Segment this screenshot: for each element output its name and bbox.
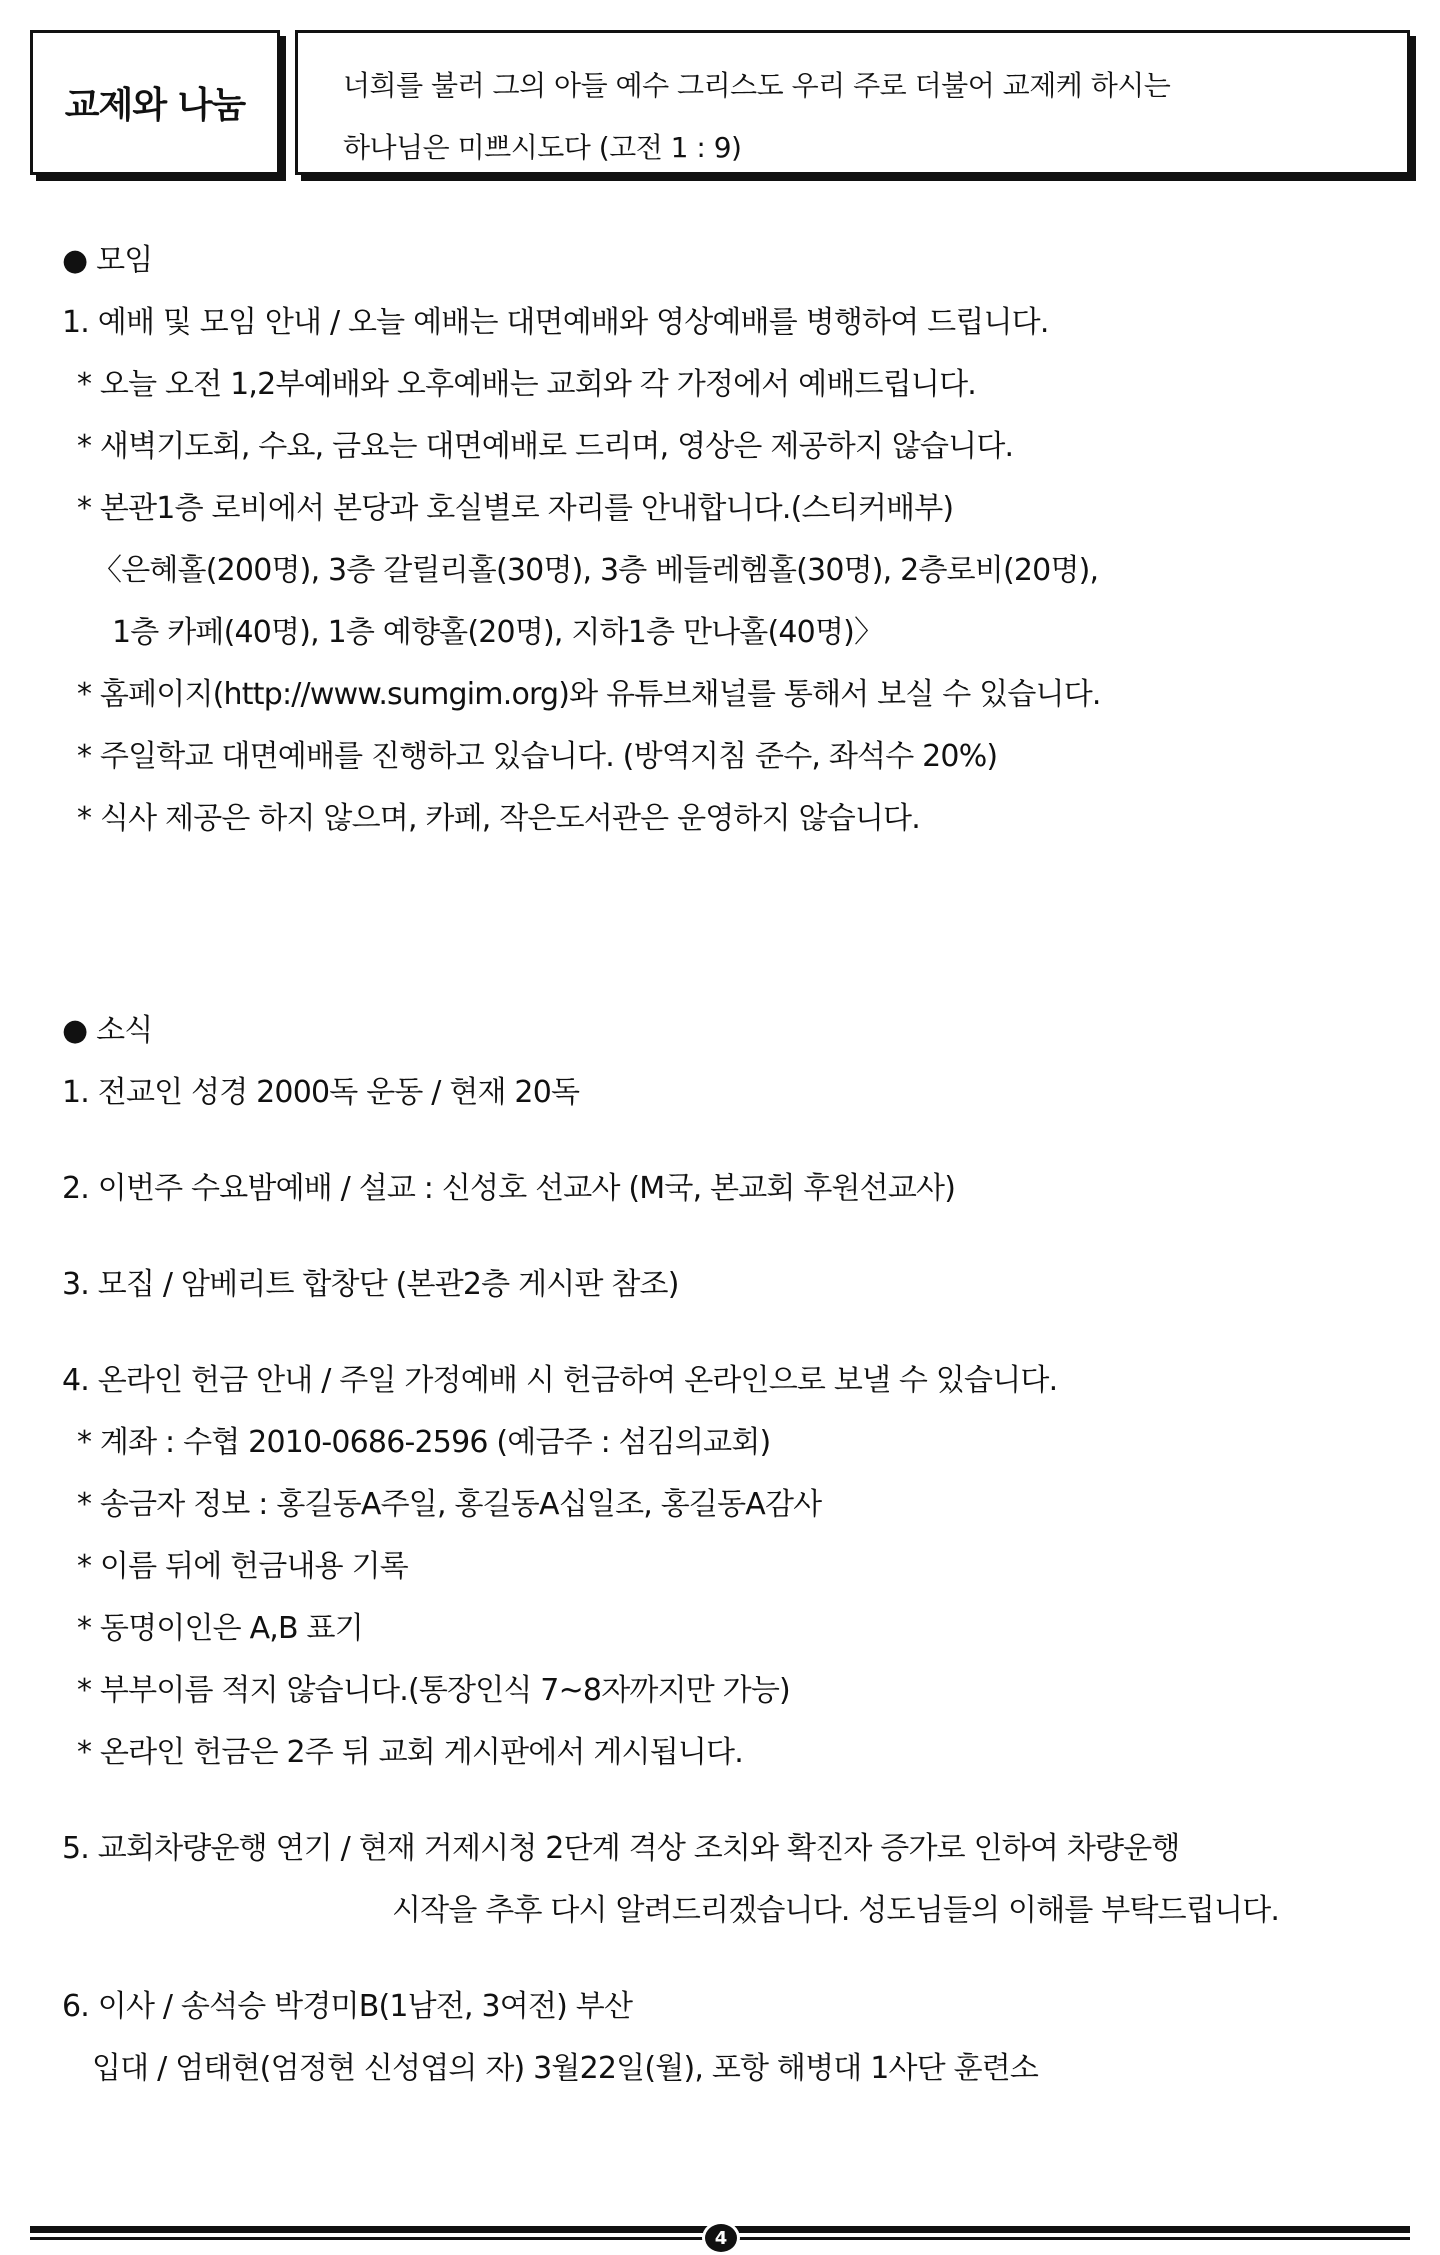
news-item-3: 3. 모집 / 암베리트 합창단 (본관2층 게시판 참조) <box>62 1267 679 1302</box>
meeting-heading: ● 모임 <box>62 243 153 278</box>
news-item-5: 5. 교회차량운행 연기 / 현재 거제시청 2단계 격상 조치와 확진자 증가로 인하여 차량운행 <box>62 1831 1180 1866</box>
meeting-line: * 홈페이지(http://www.sumgim.org)와 유튜브채널를 통해서 보실 수 있습니다. <box>77 677 1101 712</box>
meeting-line: 〈은혜홀(200명), 3층 갈릴리홀(30명), 3층 베들레헴홀(30명), 2층로비(20명), <box>92 553 1099 588</box>
news-item-5-continued: 시작을 추후 다시 알려드리겠습니다. 성도님들의 이해를 부탁드립니다. <box>392 1893 1280 1928</box>
news-item-4-sub: * 부부이름 적지 않습니다.(통장인식 7~8자까지만 가능) <box>77 1673 790 1708</box>
footer-rule <box>30 2222 1410 2248</box>
meeting-line: * 오늘 오전 1,2부예배와 오후예배는 교회와 각 가정에서 예배드립니다. <box>77 367 976 402</box>
header <box>30 30 1420 185</box>
scripture-verse-box <box>295 30 1410 175</box>
news-item-4-sub: * 계좌 : 수협 2010-0686-2596 (예금주 : 섬김의교회) <box>77 1425 771 1460</box>
news-item-4-sub: * 동명이인은 A,B 표기 <box>77 1611 363 1646</box>
news-item-4-sub: * 송금자 정보 : 홍길동A주일, 홍길동A십일조, 홍길동A감사 <box>77 1487 822 1522</box>
verse-line-1: 너희를 불러 그의 아들 예수 그리스도 우리 주로 더불어 교제케 하시는 <box>343 69 1171 102</box>
meeting-line: 1층 카페(40명), 1층 예향홀(20명), 지하1층 만나홀(40명)〉 <box>112 615 884 650</box>
news-item-6: 6. 이사 / 송석승 박경미B(1남전, 3여전) 부산 <box>62 1989 633 2024</box>
news-item-4-sub: * 온라인 헌금은 2주 뒤 교회 게시판에서 게시됩니다. <box>77 1735 743 1770</box>
news-item-6-continued: 입대 / 엄태현(엄정현 신성엽의 자) 3월22일(월), 포항 해병대 1사단 훈련소 <box>92 2051 1039 2086</box>
news-item-4-sub: * 이름 뒤에 헌금내용 기록 <box>77 1549 408 1584</box>
main-content <box>62 230 1382 2100</box>
section-title: 교제와 나눔 <box>30 30 280 175</box>
meeting-line: * 본관1층 로비에서 본당과 호실별로 자리를 안내합니다.(스티커배부) <box>77 491 954 526</box>
verse-line-2: 하나님은 미쁘시도다 (고전 1 : 9) <box>343 131 742 164</box>
news-item-4: 4. 온라인 헌금 안내 / 주일 가정예배 시 헌금하여 온라인으로 보낼 수 있습니다. <box>62 1363 1058 1398</box>
meeting-line: * 주일학교 대면예배를 진행하고 있습니다. (방역지침 준수, 좌석수 20%) <box>77 739 998 774</box>
meeting-line: * 식사 제공은 하지 않으며, 카페, 작은도서관은 운영하지 않습니다. <box>77 801 920 836</box>
news-heading: ● 소식 <box>62 1013 153 1048</box>
news-item-2: 2. 이번주 수요밤예배 / 설교 : 신성호 선교사 (M국, 본교회 후원선교사) <box>62 1171 956 1206</box>
page-number-badge: 4 <box>702 2221 740 2255</box>
meeting-line: 1. 예배 및 모임 안내 / 오늘 예배는 대면예배와 영상예배를 병행하여 드립니다. <box>62 305 1049 340</box>
news-item-1: 1. 전교인 성경 2000독 운동 / 현재 20독 <box>62 1075 580 1110</box>
meeting-line: * 새벽기도회, 수요, 금요는 대면예배로 드리며, 영상은 제공하지 않습니다. <box>77 429 1014 464</box>
